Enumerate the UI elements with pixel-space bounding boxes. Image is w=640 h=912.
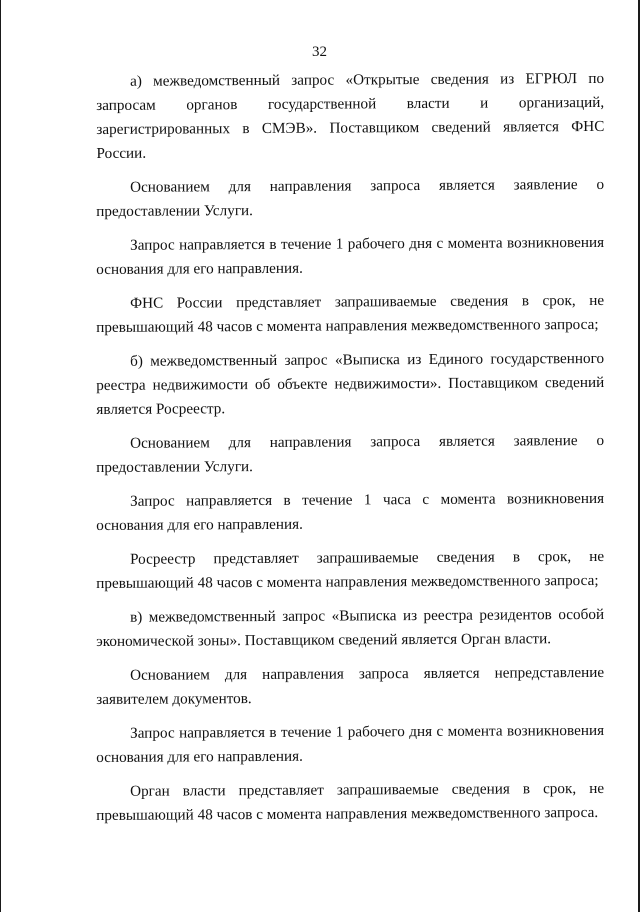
paragraph-basis-a: Основанием для направления запроса является заявление о предоставлении Услуги. xyxy=(96,175,605,220)
paragraph-response-b: Росреестр представляет запрашиваемые сведения в срок, не превышающий 48 часов с момента направления межведомственного запроса; xyxy=(96,547,605,592)
paragraph-request-c: в) межведомственный запрос «Выписка из реестра резидентов особой экономической зоны». Поставщиком сведений является Орган власти. xyxy=(96,605,605,650)
document-body xyxy=(96,70,604,838)
paragraph-response-c: Орган власти представляет запрашиваемые сведения в срок, не превышающий 48 часов с момента направления межведомственного запроса. xyxy=(96,779,605,824)
paragraph-request-a: а) межведомственный запрос «Открытые сведения из ЕГРЮЛ по запросам органов государственной власти и организаций, зарегистрированных в СМЭВ». Поставщиком сведений является ФНС России. xyxy=(96,69,605,162)
page-number: 32 xyxy=(312,44,327,60)
paragraph-basis-c: Основанием для направления запроса является непредставление заявителем документов. xyxy=(96,663,605,708)
paragraph-request-b: б) межведомственный запрос «Выписка из Единого государственного реестра недвижимости об объекте недвижимости». Поставщиком сведений является Росреестр. xyxy=(96,349,605,418)
paragraph-timing-c: Запрос направляется в течение 1 рабочего дня с момента возникновения основания для его направления. xyxy=(96,721,605,766)
paragraph-response-a: ФНС России представляет запрашиваемые сведения в срок, не превышающий 48 часов с момента направления межведомственного запроса; xyxy=(96,291,605,336)
paragraph-timing-b: Запрос направляется в течение 1 часа с момента возникновения основания для его направления. xyxy=(96,489,605,534)
paragraph-basis-b: Основанием для направления запроса является заявление о предоставлении Услуги. xyxy=(96,431,605,476)
paragraph-timing-a: Запрос направляется в течение 1 рабочего дня с момента возникновения основания для его направления. xyxy=(96,233,605,278)
